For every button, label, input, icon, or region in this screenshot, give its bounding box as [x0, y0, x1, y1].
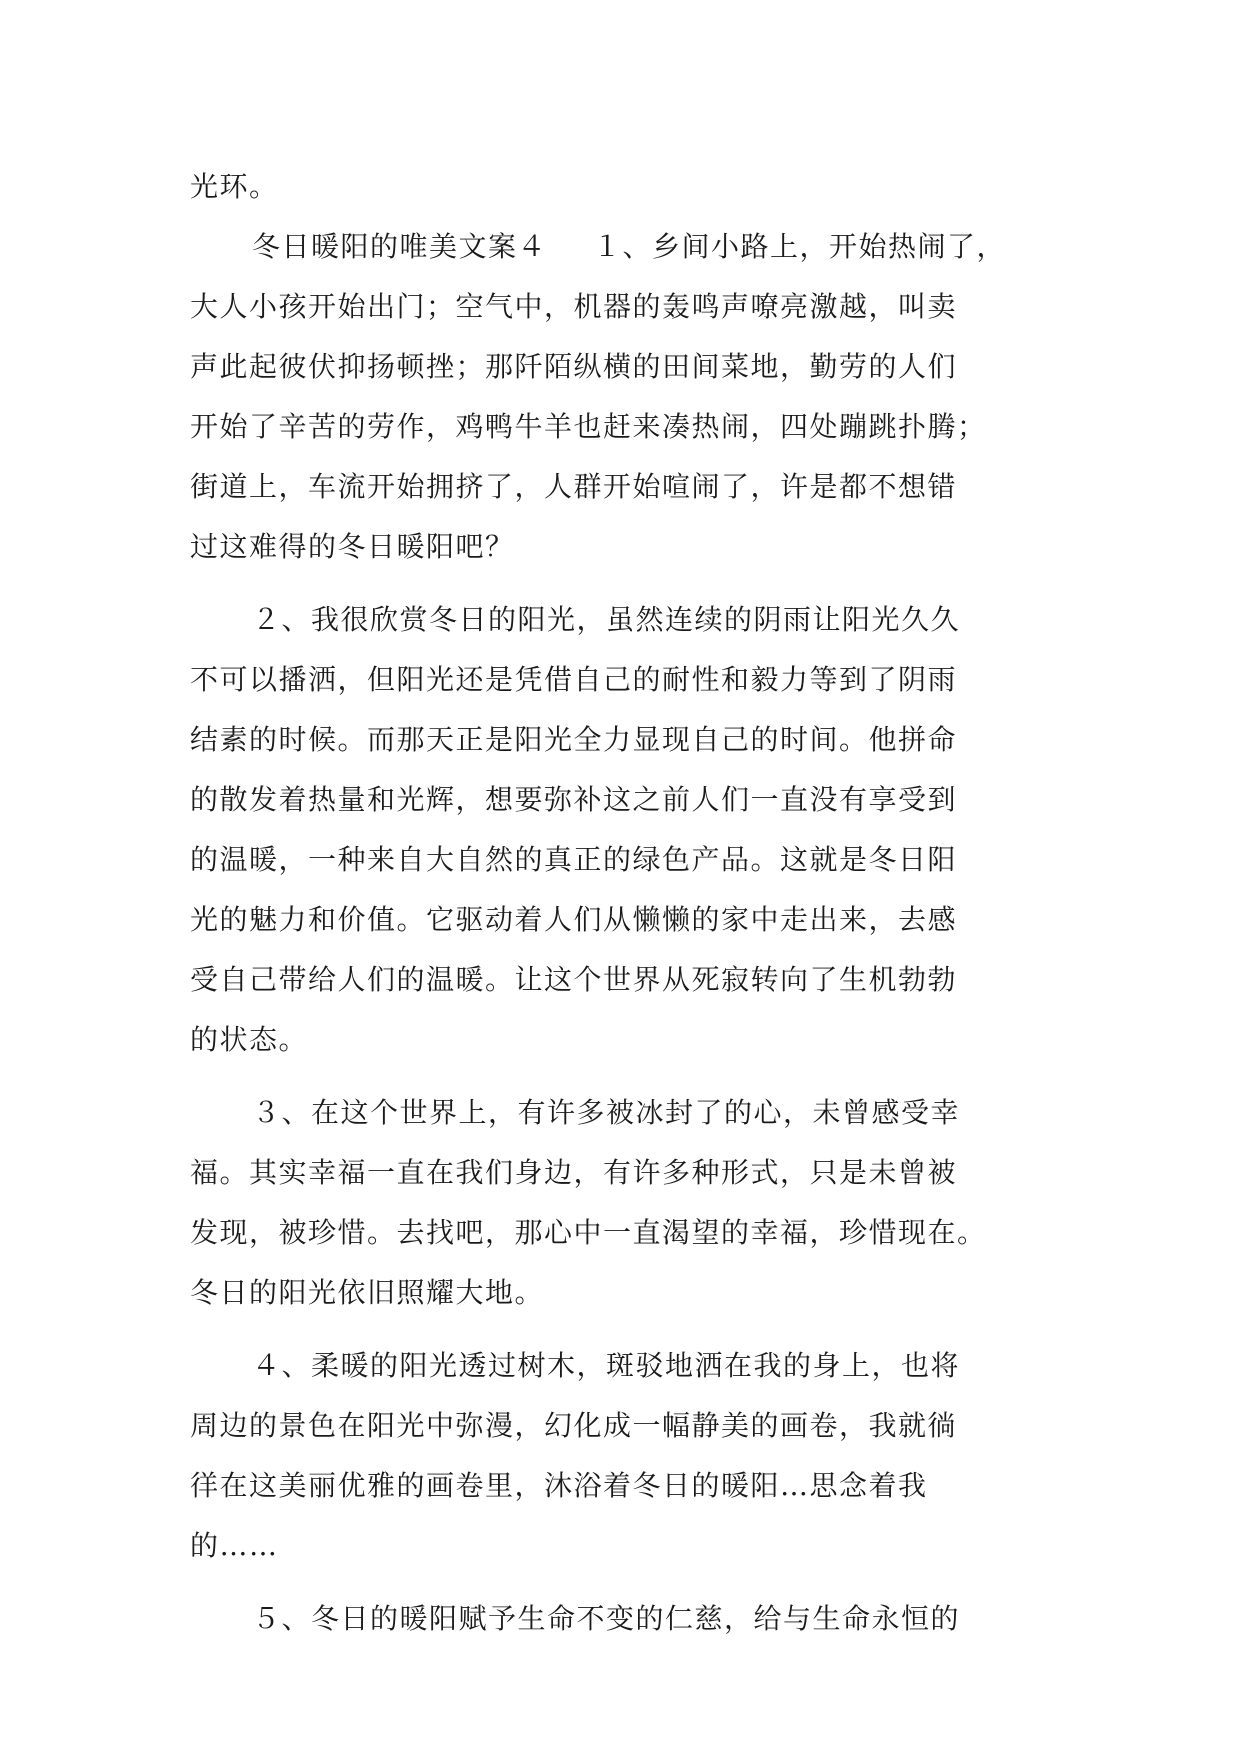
text-line: 光的魅力和价值。它驱动着人们从懒懒的家中走出来，去感 — [190, 903, 958, 936]
text-line: 发现，被珍惜。去找吧，那心中一直渴望的幸福，珍惜现在。 — [190, 1216, 987, 1249]
text-line: 声此起彼伏抑扬顿挫；那阡陌纵横的田间菜地，勤劳的人们 — [190, 350, 958, 383]
text-line: 结素的时候。而那天正是阳光全力显现自己的时间。他拼命 — [190, 723, 958, 756]
text-line: ３、在这个世界上，有许多被冰封了的心，未曾感受幸 — [252, 1096, 961, 1129]
text-line: ４、柔暖的阳光透过树木，斑驳地洒在我的身上，也将 — [252, 1349, 961, 1382]
text-line: 周边的景色在阳光中弥漫，幻化成一幅静美的画卷，我就徜 — [190, 1409, 958, 1442]
section-heading: 冬日暖阳的唯美文案４ — [252, 230, 548, 263]
document-body — [190, 157, 1050, 1649]
text-line: ２、我很欣赏冬日的阳光，虽然连续的阴雨让阳光久久 — [252, 603, 961, 636]
text-line: 福。其实幸福一直在我们身边，有许多种形式，只是未曾被 — [190, 1156, 958, 1189]
text-line: 开始了辛苦的劳作，鸡鸭牛羊也赶来凑热闹，四处蹦跳扑腾； — [190, 410, 987, 443]
text-line: ５、冬日的暖阳赋予生命不变的仁慈，给与生命永恒的 — [252, 1602, 961, 1635]
text-line: 的温暖，一种来自大自然的真正的绿色产品。这就是冬日阳 — [190, 843, 958, 876]
text-line: 冬日的阳光依旧照耀大地。 — [190, 1276, 545, 1309]
text-line — [190, 217, 1050, 277]
text-line: 徉在这美丽优雅的画卷里，沐浴着冬日的暖阳…思念着我 — [190, 1469, 928, 1502]
text-line: 过这难得的冬日暖阳吧？ — [190, 530, 515, 563]
text-line: 的散发着热量和光辉，想要弥补这之前人们一直没有享受到 — [190, 783, 958, 816]
paragraph-start: １、乡间小路上，开始热闹了， — [593, 230, 1007, 263]
text-line: 的状态。 — [190, 1023, 309, 1056]
text-line: 不可以播洒，但阳光还是凭借自己的耐性和毅力等到了阴雨 — [190, 663, 958, 696]
text-line: 的…… — [190, 1529, 279, 1562]
text-line: 街道上，车流开始拥挤了，人群开始喧闹了，许是都不想错 — [190, 470, 958, 503]
text-line: 大人小孩开始出门；空气中，机器的轰鸣声嘹亮激越，叫卖 — [190, 290, 958, 323]
text-line: 光环。 — [190, 170, 279, 203]
text-line: 受自己带给人们的温暖。让这个世界从死寂转向了生机勃勃 — [190, 963, 958, 996]
